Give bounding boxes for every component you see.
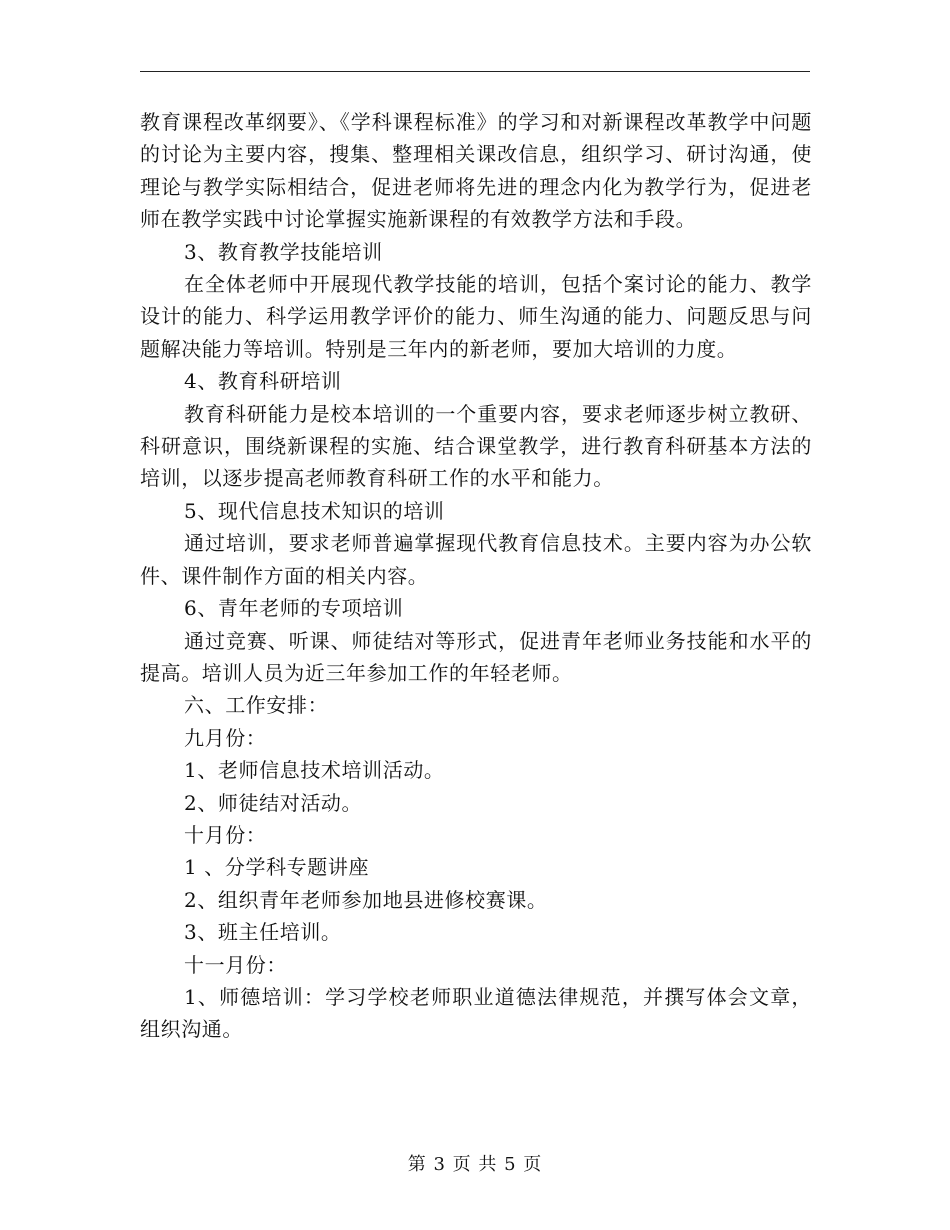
paragraph: 5、现代信息技术知识的培训 [184, 498, 445, 523]
paragraph: 1 、分学科专题讲座 [184, 855, 370, 880]
paragraph: 3、教育教学技能培训 [184, 239, 383, 264]
paragraph: 6、青年老师的专项培训 [184, 596, 404, 621]
paragraph: 通过竞赛、听课、师徒结对等形式，促进青年老师业务技能和水平的提高。培训人员为近三年参加工作的年轻老师。 [140, 628, 812, 685]
paragraph: 2、师徒结对活动。 [184, 790, 363, 815]
paragraph: 九月份： [184, 725, 267, 750]
paragraph: 1、老师信息技术培训活动。 [184, 758, 445, 783]
paragraph: 4、教育科研培训 [184, 369, 342, 394]
paragraph: 1、师德培训：学习学校老师职业道德法律规范，并撰写体会文章，组织沟通。 [140, 984, 812, 1042]
paragraph: 教育课程改革纲要》、《学科课程标准》的学习和对新课程改革教学中问题的讨论为主要内容，搜集、整理相关课改信息，组织学习、研讨沟通，使理论与教学实际相结合，促进老师将先进的理念内化为教学行为，促进老师在教学实践中讨论掌握实施新课程的有效教学方法和手段。 [140, 110, 812, 232]
paragraph: 通过培训，要求老师普遍掌握现代教育信息技术。主要内容为办公软件、课件制作方面的相关内容。 [140, 531, 812, 588]
header-rule [140, 71, 810, 72]
document-body [140, 106, 812, 1046]
paragraph: 十一月份： [184, 952, 287, 977]
paragraph: 六、工作安排： [184, 693, 329, 718]
paragraph: 十月份： [184, 822, 267, 847]
paragraph: 2、组织青年老师参加地县进修校赛课。 [184, 887, 548, 912]
paragraph: 在全体老师中开展现代教学技能的培训，包括个案讨论的能力、教学设计的能力、科学运用教学评价的能力、师生沟通的能力、问题反思与问题解决能力等培训。特别是三年内的新老师，要加大培训的力度。 [140, 272, 812, 361]
paragraph: 教育科研能力是校本培训的一个重要内容，要求老师逐步树立教研、科研意识，围绕新课程的实施、结合课堂教学，进行教育科研基本方法的培训，以逐步提高老师教育科研工作的水平和能力。 [140, 401, 812, 491]
paragraph: 3、班主任培训。 [184, 920, 342, 945]
page-footer: 第 3 页 共 5 页 [407, 1154, 543, 1175]
